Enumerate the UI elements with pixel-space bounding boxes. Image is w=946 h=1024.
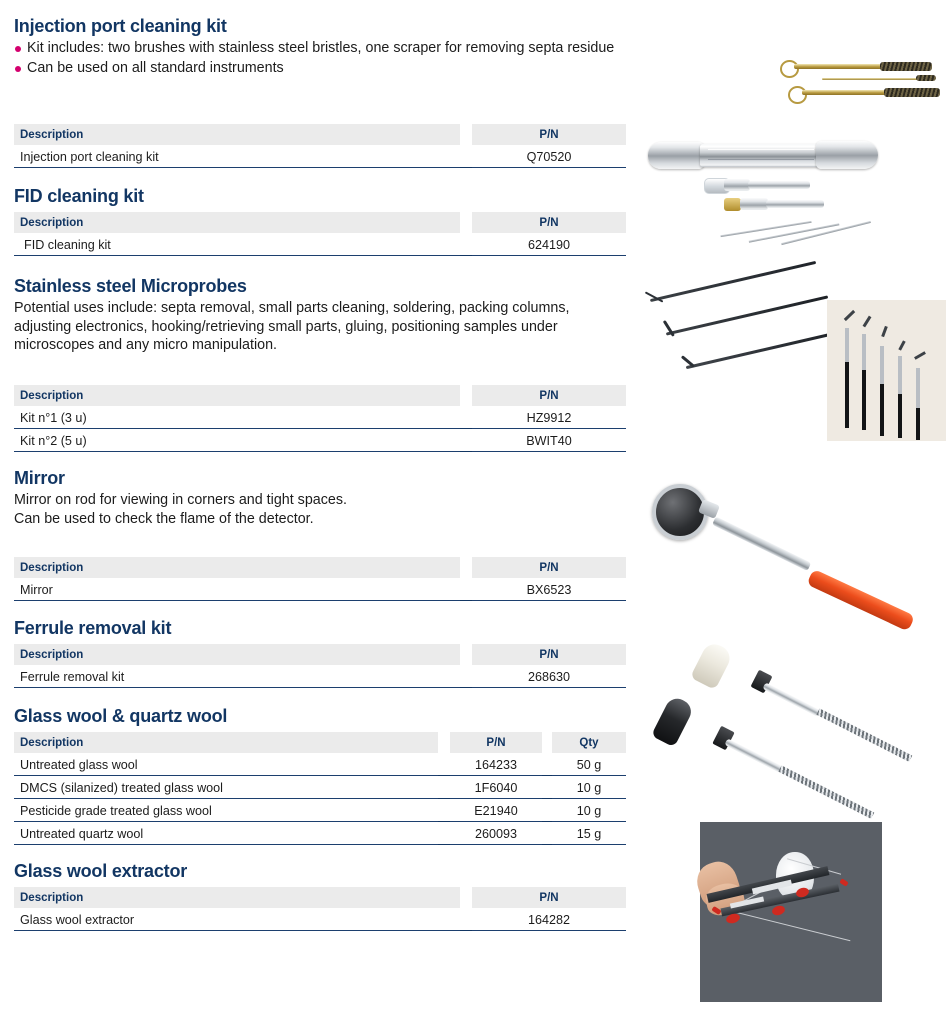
figure-microprobes-kit2 — [827, 300, 946, 441]
section-title-microprobes: Stainless steel Microprobes — [14, 276, 247, 296]
column-header-pn: P/N — [472, 644, 626, 665]
cell-gap — [460, 406, 472, 429]
feature-list — [14, 39, 626, 78]
section-description-line-1: Mirror on rod for viewing in corners and tight spaces. — [14, 491, 347, 508]
cell-description: Mirror — [14, 578, 460, 601]
column-gap — [438, 732, 450, 753]
table-row — [14, 665, 626, 688]
cell-pn: 260093 — [450, 822, 542, 845]
table-row — [14, 908, 626, 931]
figure-ferrule-tools — [646, 632, 944, 812]
cell-gap — [460, 665, 472, 688]
cell-gap — [460, 429, 472, 452]
table-header-row — [14, 385, 626, 406]
column-header-pn: P/N — [472, 887, 626, 908]
table-header-row — [14, 644, 626, 665]
column-header-pn: P/N — [450, 732, 542, 753]
column-header-description: Description — [14, 124, 460, 145]
cell-gap — [460, 908, 472, 931]
column-header-description: Description — [14, 557, 460, 578]
figure-mirror-tool — [644, 476, 944, 616]
section-title-fid: FID cleaning kit — [14, 186, 144, 206]
table-stainless-steel-microprobes — [14, 385, 626, 452]
table-glass-wool-extractor — [14, 887, 626, 931]
cell-pn: 268630 — [472, 665, 626, 688]
cell-qty: 10 g — [552, 776, 626, 799]
cell-pn: Q70520 — [472, 145, 626, 168]
section-title-mirror: Mirror — [14, 468, 65, 488]
cell-gap — [542, 776, 552, 799]
column-gap — [460, 124, 472, 145]
column-header-description: Description — [14, 385, 460, 406]
pn-table — [14, 732, 626, 845]
table-header-row — [14, 124, 626, 145]
table-row — [14, 406, 626, 429]
pn-table — [14, 887, 626, 931]
cell-gap — [460, 233, 472, 256]
table-row — [14, 145, 626, 168]
cell-gap — [542, 822, 552, 845]
cell-gap — [460, 578, 472, 601]
cell-gap — [438, 799, 450, 822]
section-title-ferrule: Ferrule removal kit — [14, 618, 172, 638]
section-glass-wool-quartz-wool — [14, 706, 626, 729]
cell-pn: BX6523 — [472, 578, 626, 601]
column-gap — [460, 644, 472, 665]
column-header-pn: P/N — [472, 385, 626, 406]
cell-description: Kit n°1 (3 u) — [14, 406, 460, 429]
table-row — [14, 753, 626, 776]
figure-column — [640, 0, 946, 1024]
column-header-qty: Qty — [552, 732, 626, 753]
section-description-line-2: Can be used to check the flame of the detector. — [14, 510, 314, 527]
table-mirror — [14, 557, 626, 601]
cell-description: Pesticide grade treated glass wool — [14, 799, 438, 822]
table-row — [14, 429, 626, 452]
cell-description: Untreated quartz wool — [14, 822, 438, 845]
table-row — [14, 233, 626, 256]
figure-extractor-photo — [700, 822, 882, 1002]
cell-description: Kit n°2 (5 u) — [14, 429, 460, 452]
cell-description: FID cleaning kit — [14, 233, 460, 256]
cell-pn: 164233 — [450, 753, 542, 776]
cell-gap — [438, 822, 450, 845]
section-fid-cleaning-kit — [14, 186, 626, 209]
column-gap — [460, 385, 472, 406]
pn-table — [14, 644, 626, 688]
list-item: Kit includes: two brushes with stainless steel bristles, one scraper for removing septa residue — [14, 39, 626, 58]
table-row — [14, 578, 626, 601]
cell-pn: 624190 — [472, 233, 626, 256]
cell-pn: E21940 — [450, 799, 542, 822]
column-header-description: Description — [14, 732, 438, 753]
section-ferrule-removal-kit — [14, 618, 626, 641]
table-row — [14, 776, 626, 799]
cell-description: Glass wool extractor — [14, 908, 460, 931]
cell-qty: 15 g — [552, 822, 626, 845]
cell-pn: BWIT40 — [472, 429, 626, 452]
section-title-extractor: Glass wool extractor — [14, 861, 188, 881]
pn-table — [14, 124, 626, 168]
column-header-description: Description — [14, 887, 460, 908]
cell-description: Ferrule removal kit — [14, 665, 460, 688]
cell-pn: HZ9912 — [472, 406, 626, 429]
table-row — [14, 799, 626, 822]
section-description: Potential uses include: septa removal, small parts cleaning, soldering, packing columns, adjusting electronics, hooking/retrieving small parts, gluing, positioning samples under microscopes and any micro manipulation. — [14, 299, 570, 354]
column-header-pn: P/N — [472, 124, 626, 145]
column-header-pn: P/N — [472, 212, 626, 233]
cell-pn: 164282 — [472, 908, 626, 931]
cell-description: Untreated glass wool — [14, 753, 438, 776]
column-header-pn: P/N — [472, 557, 626, 578]
column-gap — [542, 732, 552, 753]
table-glass-wool-quartz-wool — [14, 732, 626, 845]
table-header-row — [14, 557, 626, 578]
column-header-description: Description — [14, 644, 460, 665]
table-fid-cleaning-kit — [14, 212, 626, 256]
section-stainless-steel-microprobes — [14, 276, 626, 355]
cell-description: DMCS (silanized) treated glass wool — [14, 776, 438, 799]
cell-gap — [542, 753, 552, 776]
column-header-description: Description — [14, 212, 460, 233]
column-gap — [460, 887, 472, 908]
section-mirror — [14, 468, 626, 528]
section-injection-port-cleaning-kit — [14, 16, 626, 79]
table-header-row — [14, 212, 626, 233]
cell-gap — [438, 776, 450, 799]
cell-description: Injection port cleaning kit — [14, 145, 460, 168]
cell-qty: 50 g — [552, 753, 626, 776]
table-ferrule-removal-kit — [14, 644, 626, 688]
cell-qty: 10 g — [552, 799, 626, 822]
pn-table — [14, 557, 626, 601]
column-gap — [460, 557, 472, 578]
cell-gap — [460, 145, 472, 168]
cell-pn: 1F6040 — [450, 776, 542, 799]
list-item: Can be used on all standard instruments — [14, 59, 626, 78]
section-title-glass-wool: Glass wool & quartz wool — [14, 706, 228, 726]
page-title: Injection port cleaning kit — [14, 16, 227, 36]
cell-gap — [542, 799, 552, 822]
section-glass-wool-extractor — [14, 861, 626, 884]
table-header-row — [14, 887, 626, 908]
pn-table — [14, 385, 626, 452]
table-header-row — [14, 732, 626, 753]
table-injection-port-cleaning-kit — [14, 124, 626, 168]
cell-gap — [438, 753, 450, 776]
table-row — [14, 822, 626, 845]
pn-table — [14, 212, 626, 256]
figure-brushes — [780, 58, 946, 110]
column-gap — [460, 212, 472, 233]
figure-fid-tool — [648, 128, 938, 240]
